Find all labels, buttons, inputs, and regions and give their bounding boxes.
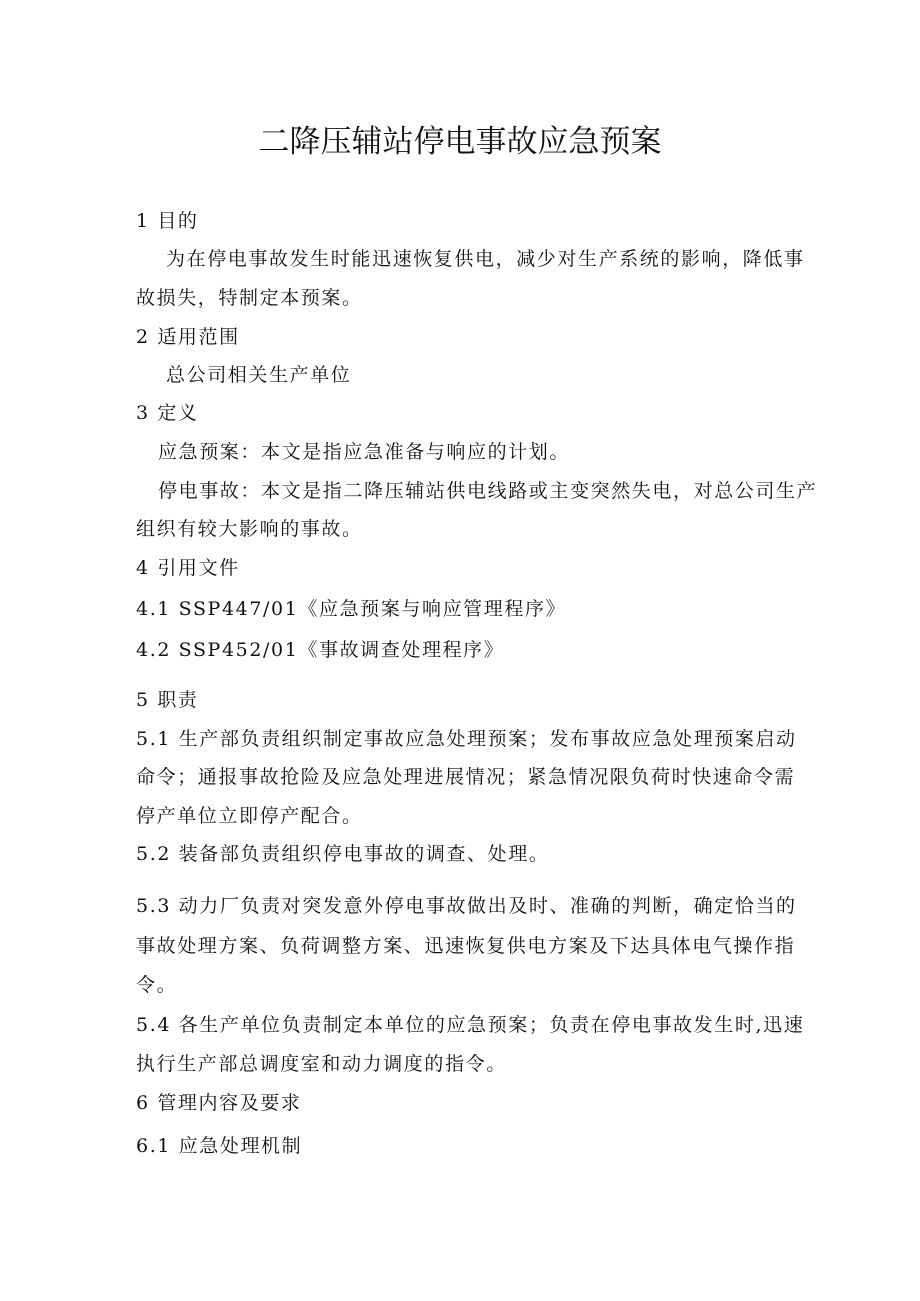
reference-4-2: 4.2 SSP452/01《事故调查处理程序》 bbox=[136, 639, 505, 661]
section-2-body: 总公司相关生产单位 bbox=[166, 364, 352, 386]
section-1-heading: 1 目的 bbox=[136, 210, 199, 232]
section-3-heading: 3 定义 bbox=[136, 402, 199, 424]
section-2-heading: 2 适用范围 bbox=[136, 326, 240, 348]
section-1-body-line-1: 为在停电事故发生时能迅速恢复供电，减少对生产系统的影响，降低事 bbox=[166, 248, 805, 270]
duty-5-1-line-3: 停产单位立即停产配合。 bbox=[136, 805, 363, 827]
duty-5-3-line-3: 令。 bbox=[136, 974, 178, 996]
duty-5-3-line-2: 事故处理方案、负荷调整方案、迅速恢复供电方案及下达具体电气操作指 bbox=[136, 935, 796, 957]
duty-5-4-line-1: 5.4 各生产单位负责制定本单位的应急预案；负责在停电事故发生时,迅速 bbox=[136, 1014, 805, 1036]
section-5-heading: 5 职责 bbox=[136, 689, 199, 711]
section-6-heading: 6 管理内容及要求 bbox=[136, 1092, 302, 1114]
document-title: 二降压辅站停电事故应急预案 bbox=[258, 124, 662, 160]
reference-4-1: 4.1 SSP447/01《应急预案与响应管理程序》 bbox=[136, 598, 567, 620]
section-3-definition-2-line-2: 组织有较大影响的事故。 bbox=[136, 518, 363, 540]
duty-5-3-line-1: 5.3 动力厂负责对突发意外停电事故做出及时、准确的判断，确定恰当的 bbox=[136, 895, 797, 917]
duty-5-4-line-2: 执行生产部总调度室和动力调度的指令。 bbox=[136, 1053, 507, 1075]
duty-5-2: 5.2 装备部负责组织停电事故的调查、处理。 bbox=[136, 843, 550, 865]
duty-5-1-line-1: 5.1 生产部负责组织制定事故应急处理预案；发布事故应急处理预案启动 bbox=[136, 728, 797, 750]
section-3-definition-1: 应急预案：本文是指应急准备与响应的计划。 bbox=[158, 441, 571, 463]
subsection-6-1: 6.1 应急处理机制 bbox=[136, 1135, 303, 1157]
duty-5-1-line-2: 命令；通报事故抢险及应急处理进展情况；紧急情况限负荷时快速命令需 bbox=[136, 766, 796, 788]
section-4-heading: 4 引用文件 bbox=[136, 557, 240, 579]
section-1-body-line-2: 故损失，特制定本预案。 bbox=[136, 287, 363, 309]
section-3-definition-2-line-1: 停电事故：本文是指二降压辅站供电线路或主变突然失电，对总公司生产 bbox=[158, 480, 818, 502]
